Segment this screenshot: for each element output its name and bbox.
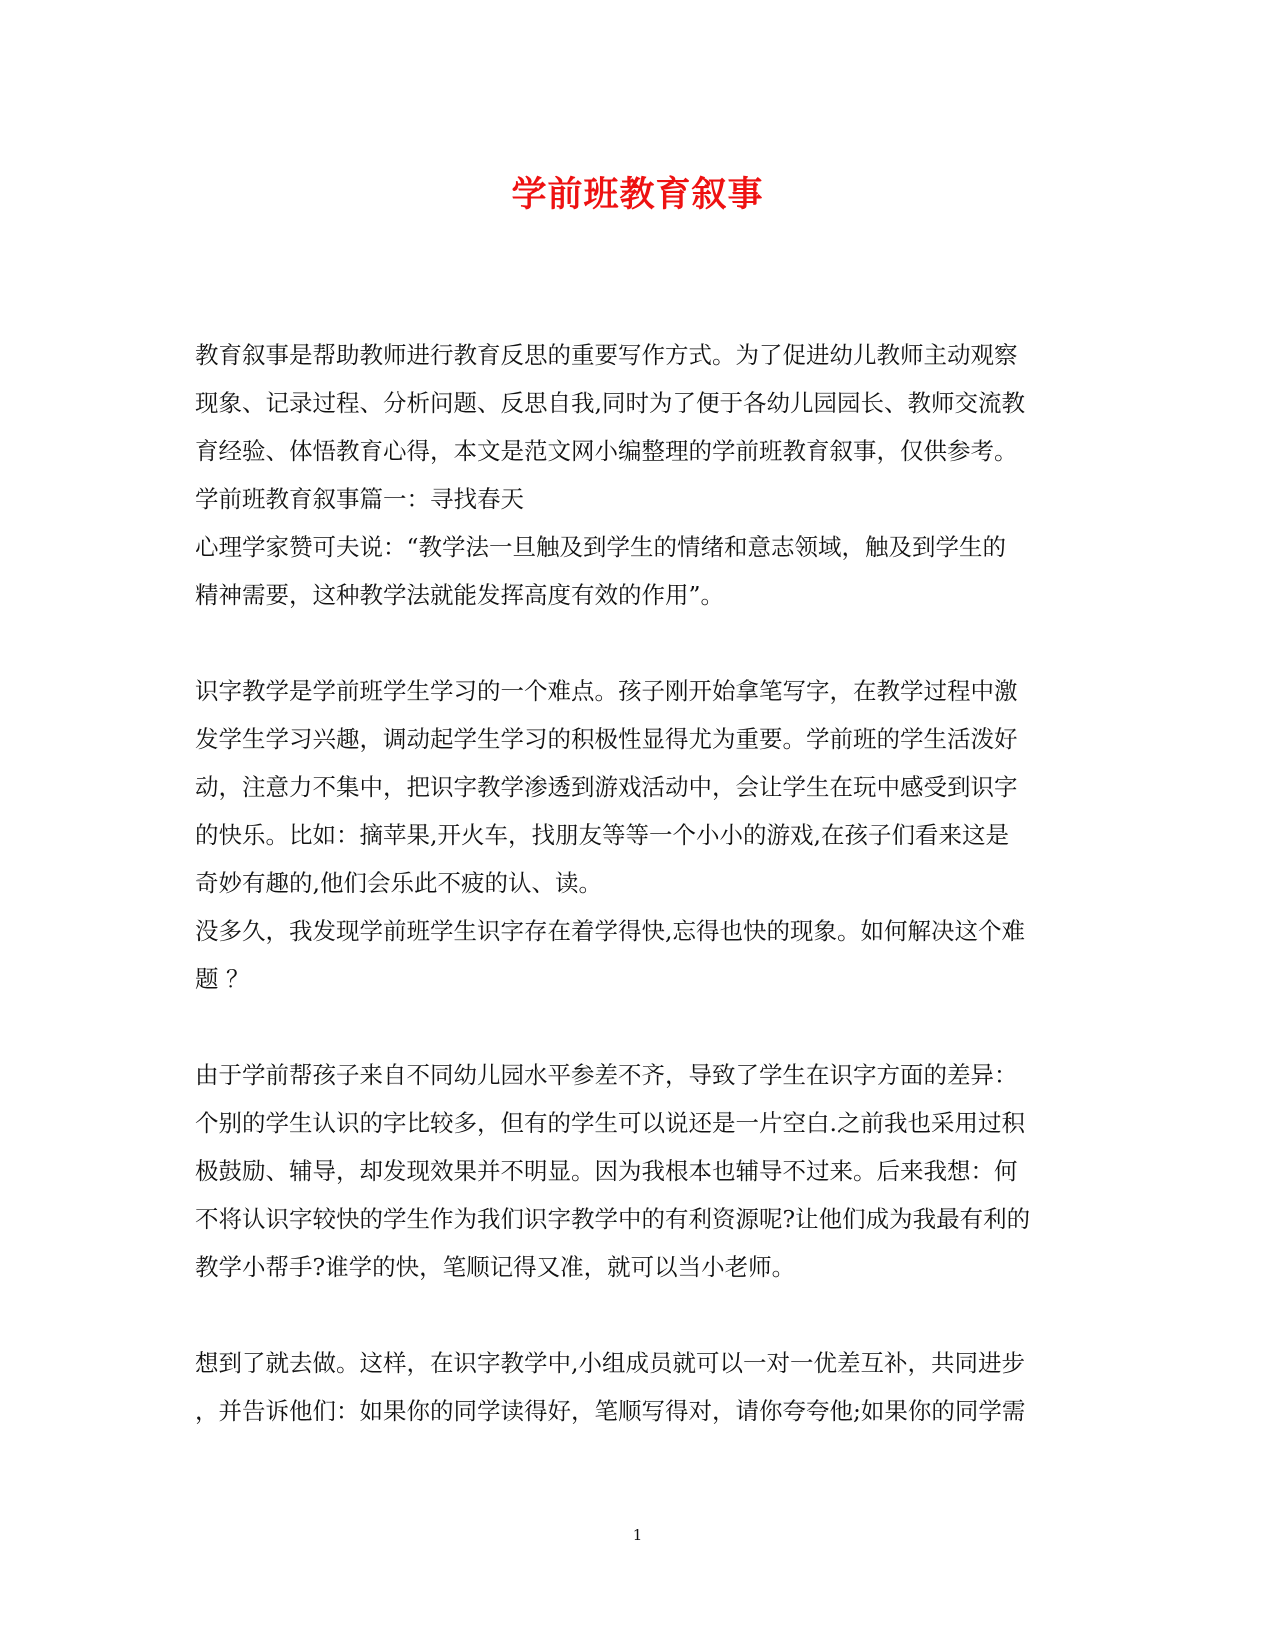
body-line: 育经验、体悟教育心得，本文是范文网小编整理的学前班教育叙事，仅供参考。 xyxy=(195,437,1018,465)
body-line: 识字教学是学前班学生学习的一个难点。孩子刚开始拿笔写字，在教学过程中激 xyxy=(195,677,1018,705)
document-title: 学前班教育叙事 xyxy=(511,174,764,215)
body-line: 动，注意力不集中，把识字教学渗透到游戏活动中，会让学生在玩中感受到识字 xyxy=(195,773,1018,801)
page-number: 1 xyxy=(632,1526,643,1544)
document-body xyxy=(195,331,1085,1435)
body-line: 现象、记录过程、分析问题、反思自我,同时为了便于各幼儿园园长、教师交流教 xyxy=(195,389,1025,417)
paragraph-gap xyxy=(195,1003,1085,1051)
body-line: 不将认识字较快的学生作为我们识字教学中的有利资源呢?让他们成为我最有利的 xyxy=(195,1205,1031,1233)
body-line: 个别的学生认识的字比较多，但有的学生可以说还是一片空白.之前我也采用过积 xyxy=(195,1109,1025,1137)
body-line: 心理学家赞可夫说：“教学法一旦触及到学生的情绪和意志领域，触及到学生的 xyxy=(195,533,1007,561)
body-line: ，并告诉他们：如果你的同学读得好，笔顺写得对，请你夸夸他;如果你的同学需 xyxy=(195,1397,1026,1425)
section-heading: 学前班教育叙事篇一：寻找春天 xyxy=(195,485,524,513)
body-line: 教学小帮手?谁学的快，笔顺记得又准，就可以当小老师。 xyxy=(195,1253,796,1281)
body-line: 教育叙事是帮助教师进行教育反思的重要写作方式。为了促进幼儿教师主动观察 xyxy=(195,341,1018,369)
body-line: 精神需要，这种教学法就能发挥高度有效的作用”。 xyxy=(195,581,725,609)
body-line: 奇妙有趣的,他们会乐此不疲的认、读。 xyxy=(195,869,602,897)
body-line: 题 ？ xyxy=(195,965,250,993)
body-line: 极鼓励、辅导，却发现效果并不明显。因为我根本也辅导不过来。后来我想：何 xyxy=(195,1157,1018,1185)
body-line: 没多久，我发现学前班学生识字存在着学得快,忘得也快的现象。如何解决这个难 xyxy=(195,917,1025,945)
body-line: 想到了就去做。这样，在识字教学中,小组成员就可以一对一优差互补，共同进步 xyxy=(195,1349,1025,1377)
body-line: 由于学前帮孩子来自不同幼儿园水平参差不齐，导致了学生在识字方面的差异： xyxy=(195,1061,1018,1089)
paragraph-gap xyxy=(195,1291,1085,1339)
paragraph-gap xyxy=(195,619,1085,667)
body-line: 的快乐。比如：摘苹果,开火车，找朋友等等一个小小的游戏,在孩子们看来这是 xyxy=(195,821,1009,849)
body-line: 发学生学习兴趣，调动起学生学习的积极性显得尤为重要。学前班的学生活泼好 xyxy=(195,725,1018,753)
